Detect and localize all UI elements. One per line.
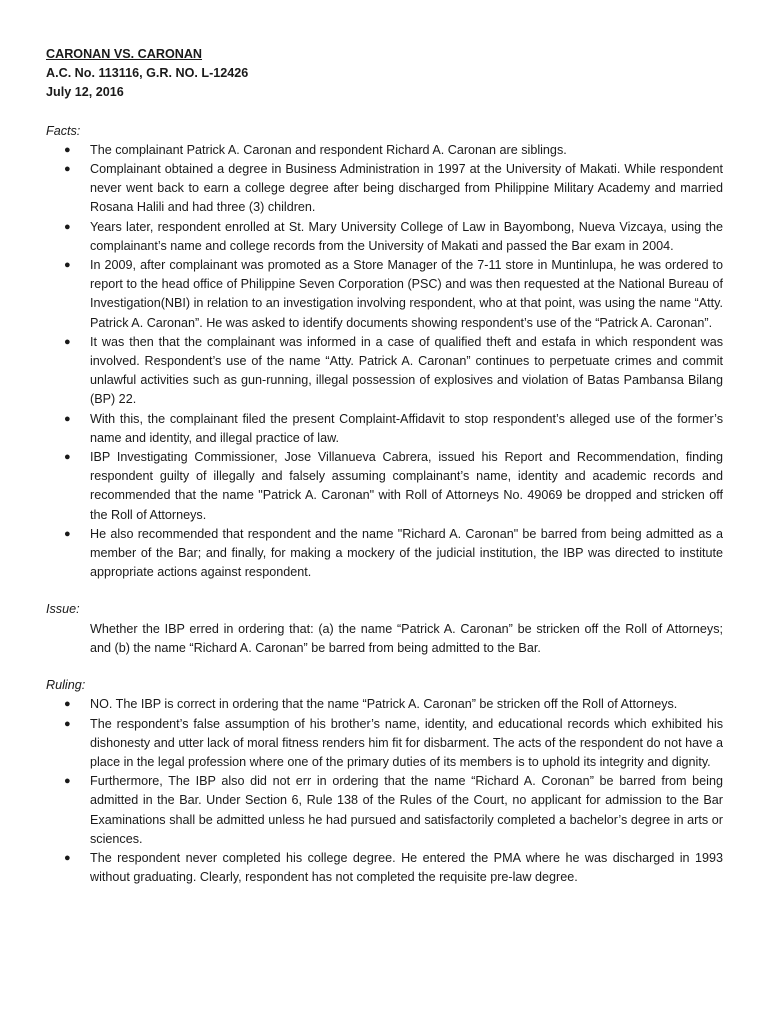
ruling-label: Ruling: [46,678,86,693]
bullet-icon: ● [64,527,71,540]
issue-label: Issue: [46,602,80,617]
facts-item [46,333,723,410]
bullet-icon: ● [64,775,71,788]
facts-item-text: In 2009, after complainant was promoted as a Store Manager of the 7-11 store in Muntinlupa, he was ordered to report to the head office of Philippine Seven Corporation (PSC) and was then requested at the National Bureau of Investigation(NBI) in relation to an investigation involving respondent, who at that point, was using the name “Atty. Patrick A. Caronan”. He was asked to identify documents showing respondent’s use of the “Patrick A. Caronan”. [90,258,723,330]
bullet-icon: ● [64,412,71,425]
case-date: July 12, 2016 [46,85,124,100]
facts-item-text: Years later, respondent enrolled at St. Mary University College of Law in Bayombong, Nueva Vizcaya, using the complainant’s name and college records from the University of Makati and passed the Bar exam in 2004. [90,219,723,253]
ruling-item [46,772,723,849]
bullet-icon: ● [64,451,71,464]
facts-item [46,410,723,448]
facts-item [46,256,723,333]
ruling-item [46,695,723,714]
bullet-icon: ● [64,335,71,348]
facts-item-text: The complainant Patrick A. Caronan and respondent Richard A. Caronan are siblings. [90,142,567,157]
ruling-list [46,695,723,887]
case-number: A.C. No. 113116, G.R. NO. L-12426 [46,66,249,81]
bullet-icon: ● [64,143,71,156]
facts-item [46,525,723,583]
bullet-icon: ● [64,259,71,272]
ruling-item-text: NO. The IBP is correct in ordering that the name “Patrick A. Caronan” be stricken off the Roll of Attorneys. [90,697,678,712]
ruling-item-text: The respondent never completed his college degree. He entered the PMA where he was discharged in 1993 without graduating. Clearly, respondent has not completed the requisite pre-law degree. [90,850,723,885]
bullet-icon: ● [64,717,71,730]
ruling-item [46,715,723,773]
ruling-item-text: Furthermore, The IBP also did not err in ordering that the name “Richard A. Coronan” be barred from being admitted in the Bar. Under Section 6, Rule 138 of the Rules of the Court, no applicant for admission to the Bar Examinations shall be admitted unless he had pursued and satisfactorily completed a bachelor’s degree in arts or sciences. [90,774,723,846]
bullet-icon: ● [64,220,71,233]
facts-list [46,141,723,583]
facts-item-text: IBP Investigating Commissioner, Jose Villanueva Cabrera, issued his Report and Recommendation, finding respondent guilty of illegally and falsely assuming complainant’s name, identity and academic records and recommended that the name "Patrick A. Caronan" with Roll of Attorneys No. 49069 be dropped and stricken off the Roll of Attorneys. [90,450,723,522]
ruling-item [46,849,723,887]
facts-item-text: He also recommended that respondent and the name "Richard A. Caronan" be barred from being admitted as a member of the Bar; and finally, for making a mockery of the judicial institution, the IBP was directed to institute appropriate actions against respondent. [90,526,723,580]
facts-item [46,160,723,218]
facts-label: Facts: [46,123,81,138]
facts-item [46,218,723,256]
bullet-icon: ● [64,698,71,711]
ruling-item-text: The respondent’s false assumption of his brother’s name, identity, and educational records which exhibited his dishonesty and utter lack of moral fitness renders him fit for disbarment. The acts of the respondent do not have a place in the legal profession where one of the primary duties of its members is to uphold its integrity and dignity. [90,716,723,769]
case-title: CARONAN VS. CARONAN [46,47,203,61]
facts-item [46,141,723,160]
issue-text: Whether the IBP erred in ordering that: (a) the name “Patrick A. Caronan” be stricken off the Roll of Attorneys; and (b) the name “Richard A. Caronan” be barred from being admitted to the Bar. [90,621,723,655]
facts-item-text: It was then that the complainant was informed in a case of qualified theft and estafa in which respondent was involved. Respondent’s use of the name “Atty. Patrick A. Caronan” continues to perpetuate crimes and commit unlawful activities such as gun-running, illegal possession of explosives and violation of Batas Pambansa Bilang (BP) 22. [90,334,723,407]
case-digest-page [46,45,723,887]
facts-item-text: Complainant obtained a degree in Business Administration in 1997 at the University of Makati. While respondent never went back to earn a college degree after being discharged from Philippine Military Academy and married Rosana Halili and had three (3) children. [90,162,723,215]
facts-item-text: With this, the complainant filed the present Complaint-Affidavit to stop respondent’s alleged use of the former’s name and identity, and illegal practice of law. [90,411,723,445]
facts-item [46,448,723,525]
bullet-icon: ● [64,851,71,864]
bullet-icon: ● [64,163,71,176]
